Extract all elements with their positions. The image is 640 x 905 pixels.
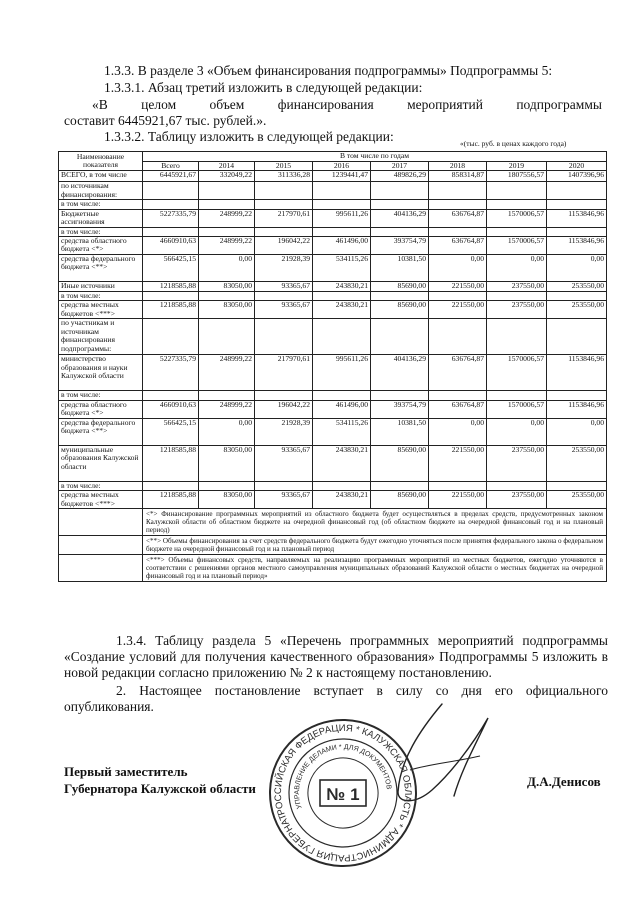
value-cell bbox=[143, 227, 199, 236]
row-label: в том числе: bbox=[59, 292, 143, 301]
table-row bbox=[59, 255, 607, 282]
value-cell: 237550,00 bbox=[487, 491, 547, 509]
value-cell: 0,00 bbox=[199, 418, 255, 445]
value-cell bbox=[199, 182, 255, 200]
units-note: «(тыс. руб. в ценах каждого года) bbox=[460, 139, 567, 148]
value-cell: 243830,21 bbox=[313, 301, 371, 319]
row-label: ВСЕГО, в том числе bbox=[59, 171, 143, 182]
row-label: в том числе: bbox=[59, 200, 143, 209]
value-cell bbox=[429, 227, 487, 236]
row-label: средства областного бюджета <*> bbox=[59, 400, 143, 418]
value-cell: 566425,15 bbox=[143, 255, 199, 282]
footnote-spacer bbox=[59, 555, 143, 582]
table-row bbox=[59, 227, 607, 236]
row-label: Бюджетные ассигнования bbox=[59, 209, 143, 227]
value-cell bbox=[143, 292, 199, 301]
value-cell bbox=[255, 391, 313, 400]
value-cell: 534115,26 bbox=[313, 418, 371, 445]
value-cell: 1570006,57 bbox=[487, 237, 547, 255]
value-cell bbox=[199, 292, 255, 301]
value-cell bbox=[199, 200, 255, 209]
header-year: 2017 bbox=[371, 162, 429, 171]
value-cell: 237550,00 bbox=[487, 282, 547, 292]
table-row bbox=[59, 301, 607, 319]
footnote: <**> Объемы финансирования за счет средств федерального бюджета будут ежегодно уточняться после принятия федерального закона о федеральном бюджете на очередной финансовый год и на плановый период bbox=[143, 536, 607, 555]
value-cell: 221550,00 bbox=[429, 301, 487, 319]
value-cell: 636764,87 bbox=[429, 355, 487, 391]
value-cell: 93365,67 bbox=[255, 301, 313, 319]
stamp-number: № 1 bbox=[326, 785, 360, 804]
value-cell: 5227335,79 bbox=[143, 209, 199, 227]
value-cell: 534115,26 bbox=[313, 255, 371, 282]
financing-table bbox=[58, 151, 607, 582]
value-cell bbox=[199, 319, 255, 355]
quote-word: мероприятий bbox=[407, 97, 483, 112]
value-cell bbox=[371, 391, 429, 400]
value-cell bbox=[371, 200, 429, 209]
value-cell bbox=[255, 182, 313, 200]
value-cell bbox=[313, 182, 371, 200]
value-cell bbox=[143, 182, 199, 200]
value-cell: 83050,00 bbox=[199, 445, 255, 481]
footnote-spacer bbox=[59, 509, 143, 536]
value-cell: 85690,00 bbox=[371, 282, 429, 292]
value-cell: 248999,22 bbox=[199, 355, 255, 391]
value-cell: 21928,39 bbox=[255, 255, 313, 282]
value-cell bbox=[547, 200, 607, 209]
value-cell: 393754,79 bbox=[371, 237, 429, 255]
value-cell: 253550,00 bbox=[547, 445, 607, 481]
row-label: Иные источники bbox=[59, 282, 143, 292]
signatory-title-1: Первый заместитель bbox=[64, 764, 188, 779]
signatory-title-2: Губернатора Калужской области bbox=[64, 781, 256, 796]
stamp-outer-text: РОССИЙСКАЯ ФЕДЕРАЦИЯ * КАЛУЖСКАЯ ОБЛАСТЬ * АДМИНИСТРАЦИЯ ГУБЕРНАТОРА bbox=[272, 722, 414, 864]
quote-word: «В bbox=[92, 97, 108, 112]
header-year: 2018 bbox=[429, 162, 487, 171]
row-label: министерство образования и науки Калужской области bbox=[59, 355, 143, 391]
quote-word: подпрограммы bbox=[516, 97, 602, 112]
value-cell: 393754,79 bbox=[371, 400, 429, 418]
stamp-inner-text: УПРАВЛЕНИЕ ДЕЛАМИ * ДЛЯ ДОКУМЕНТОВ bbox=[293, 743, 392, 810]
value-cell: 85690,00 bbox=[371, 491, 429, 509]
value-cell: 83050,00 bbox=[199, 491, 255, 509]
header-year: 2014 bbox=[199, 162, 255, 171]
header-year: 2020 bbox=[547, 162, 607, 171]
value-cell: 0,00 bbox=[547, 418, 607, 445]
value-cell: 217970,61 bbox=[255, 355, 313, 391]
table-row bbox=[59, 171, 607, 182]
value-cell bbox=[429, 319, 487, 355]
value-cell: 196042,22 bbox=[255, 237, 313, 255]
row-label: средства федерального бюджета <**> bbox=[59, 418, 143, 445]
value-cell: 253550,00 bbox=[547, 282, 607, 292]
footnote-spacer bbox=[59, 536, 143, 555]
value-cell: 0,00 bbox=[429, 418, 487, 445]
value-cell: 248999,22 bbox=[199, 237, 255, 255]
value-cell bbox=[371, 319, 429, 355]
signatory-name: Д.А.Денисов bbox=[527, 774, 601, 789]
table-row bbox=[59, 481, 607, 490]
paragraph-1-3-3-1: 1.3.3.1. Абзац третий изложить в следующей редакции: bbox=[104, 80, 423, 95]
value-cell: 243830,21 bbox=[313, 491, 371, 509]
footnote: <***> Объемы финансовых средств, направляемых на реализацию программных мероприятий из местных бюджетов, ежегодно уточняются в соответствии с решениями органов местного самоуправления муниципальных образований Калужской области о местных бюджетах на очередной финансовый год и на плановый период» bbox=[143, 555, 607, 582]
row-label: в том числе: bbox=[59, 391, 143, 400]
value-cell bbox=[371, 227, 429, 236]
header-total: Всего bbox=[143, 162, 199, 171]
paragraph-1-3-4: 1.3.4. Таблицу раздела 5 «Перечень программных мероприятий подпрограммы «Создание условий для получения качественного образования» Подпрограммы 5 изложить в новой редакции согласно приложению № 2 к настоящему постановлению. bbox=[64, 633, 608, 680]
value-cell: 243830,21 bbox=[313, 445, 371, 481]
value-cell: 221550,00 bbox=[429, 282, 487, 292]
quote-word: целом bbox=[141, 97, 177, 112]
value-cell: 0,00 bbox=[547, 255, 607, 282]
value-cell: 332049,22 bbox=[199, 171, 255, 182]
table-row bbox=[59, 209, 607, 227]
value-cell bbox=[143, 481, 199, 490]
value-cell: 10381,50 bbox=[371, 255, 429, 282]
value-cell bbox=[371, 182, 429, 200]
table-row bbox=[59, 400, 607, 418]
row-label: средства местных бюджетов <***> bbox=[59, 491, 143, 509]
value-cell: 10381,50 bbox=[371, 418, 429, 445]
value-cell: 489826,29 bbox=[371, 171, 429, 182]
row-label: средства федерального бюджета <**> bbox=[59, 255, 143, 282]
value-cell: 0,00 bbox=[429, 255, 487, 282]
value-cell: 217970,61 bbox=[255, 209, 313, 227]
value-cell bbox=[547, 292, 607, 301]
value-cell: 237550,00 bbox=[487, 445, 547, 481]
value-cell: 1570006,57 bbox=[487, 355, 547, 391]
value-cell: 21928,39 bbox=[255, 418, 313, 445]
value-cell: 311336,28 bbox=[255, 171, 313, 182]
row-label: средства областного бюджета <*> bbox=[59, 237, 143, 255]
value-cell: 566425,15 bbox=[143, 418, 199, 445]
value-cell bbox=[255, 292, 313, 301]
value-cell bbox=[429, 292, 487, 301]
footnote-row bbox=[59, 555, 607, 582]
official-stamp bbox=[268, 718, 418, 868]
value-cell: 636764,87 bbox=[429, 237, 487, 255]
value-cell bbox=[199, 391, 255, 400]
value-cell: 1239441,47 bbox=[313, 171, 371, 182]
value-cell: 0,00 bbox=[199, 255, 255, 282]
value-cell: 5227335,79 bbox=[143, 355, 199, 391]
value-cell bbox=[313, 200, 371, 209]
value-cell: 248999,22 bbox=[199, 400, 255, 418]
table-row bbox=[59, 445, 607, 481]
row-label: муниципальные образования Калужской области bbox=[59, 445, 143, 481]
value-cell: 221550,00 bbox=[429, 445, 487, 481]
value-cell: 1153846,96 bbox=[547, 209, 607, 227]
footnote: <*> Финансирование программных мероприятий из областного бюджета будет осуществляться в пределах средств, предусмотренных законом Калужской области об областном бюджете на очередной финансовый год (об областном бюджете на очередной финансовый год и на плановый период) bbox=[143, 509, 607, 536]
value-cell: 237550,00 bbox=[487, 301, 547, 319]
value-cell bbox=[547, 182, 607, 200]
value-cell bbox=[313, 391, 371, 400]
value-cell: 1218585,88 bbox=[143, 301, 199, 319]
value-cell bbox=[313, 292, 371, 301]
value-cell bbox=[199, 481, 255, 490]
value-cell: 1218585,88 bbox=[143, 491, 199, 509]
paragraph-quote-end: составит 6445921,67 тыс. рублей.». bbox=[64, 113, 267, 128]
value-cell: 1407396,96 bbox=[547, 171, 607, 182]
value-cell bbox=[487, 292, 547, 301]
value-cell: 253550,00 bbox=[547, 491, 607, 509]
value-cell bbox=[255, 481, 313, 490]
value-cell: 858314,87 bbox=[429, 171, 487, 182]
value-cell: 6445921,67 bbox=[143, 171, 199, 182]
value-cell: 1807556,57 bbox=[487, 171, 547, 182]
value-cell bbox=[487, 200, 547, 209]
table-row bbox=[59, 182, 607, 200]
table-row bbox=[59, 391, 607, 400]
table-row bbox=[59, 200, 607, 209]
value-cell bbox=[143, 391, 199, 400]
value-cell bbox=[547, 227, 607, 236]
row-label: в том числе: bbox=[59, 227, 143, 236]
value-cell bbox=[143, 200, 199, 209]
value-cell bbox=[313, 319, 371, 355]
header-year: 2015 bbox=[255, 162, 313, 171]
value-cell: 636764,87 bbox=[429, 209, 487, 227]
value-cell bbox=[255, 227, 313, 236]
value-cell: 83050,00 bbox=[199, 301, 255, 319]
value-cell: 253550,00 bbox=[547, 301, 607, 319]
paragraph-quote-line bbox=[92, 97, 602, 113]
header-year: 2016 bbox=[313, 162, 371, 171]
value-cell bbox=[487, 319, 547, 355]
table-row bbox=[59, 319, 607, 355]
value-cell: 196042,22 bbox=[255, 400, 313, 418]
value-cell bbox=[429, 481, 487, 490]
value-cell bbox=[199, 227, 255, 236]
value-cell bbox=[143, 319, 199, 355]
footnote-row bbox=[59, 509, 607, 536]
value-cell bbox=[547, 319, 607, 355]
value-cell: 461496,00 bbox=[313, 237, 371, 255]
value-cell: 404136,29 bbox=[371, 355, 429, 391]
value-cell bbox=[371, 481, 429, 490]
value-cell bbox=[487, 391, 547, 400]
value-cell bbox=[255, 319, 313, 355]
value-cell: 1570006,57 bbox=[487, 400, 547, 418]
value-cell: 243830,21 bbox=[313, 282, 371, 292]
value-cell bbox=[429, 200, 487, 209]
value-cell bbox=[371, 292, 429, 301]
paragraph-2: 2. Настоящее постановление вступает в силу со дня его официального опубликования. bbox=[64, 683, 608, 714]
value-cell bbox=[547, 391, 607, 400]
value-cell bbox=[429, 182, 487, 200]
value-cell bbox=[547, 481, 607, 490]
paragraph-1-3-3-2: 1.3.3.2. Таблицу изложить в следующей редакции: bbox=[104, 129, 394, 144]
value-cell: 85690,00 bbox=[371, 445, 429, 481]
value-cell: 93365,67 bbox=[255, 491, 313, 509]
value-cell: 0,00 bbox=[487, 418, 547, 445]
value-cell: 1153846,96 bbox=[547, 237, 607, 255]
value-cell bbox=[313, 481, 371, 490]
quote-word: финансирования bbox=[277, 97, 374, 112]
value-cell: 83050,00 bbox=[199, 282, 255, 292]
value-cell: 995611,26 bbox=[313, 355, 371, 391]
value-cell: 404136,29 bbox=[371, 209, 429, 227]
paragraph-1-3-3: 1.3.3. В разделе 3 «Объем финансирования подпрограммы» Подпрограммы 5: bbox=[104, 63, 553, 78]
value-cell: 1218585,88 bbox=[143, 445, 199, 481]
value-cell: 1218585,88 bbox=[143, 282, 199, 292]
value-cell bbox=[429, 391, 487, 400]
value-cell bbox=[487, 227, 547, 236]
value-cell: 1153846,96 bbox=[547, 400, 607, 418]
table-row bbox=[59, 418, 607, 445]
row-label: по участникам и источникам финансирования подпрограммы: bbox=[59, 319, 143, 355]
value-cell bbox=[313, 227, 371, 236]
table-row bbox=[59, 491, 607, 509]
value-cell: 1153846,96 bbox=[547, 355, 607, 391]
value-cell bbox=[255, 200, 313, 209]
quote-word: объем bbox=[209, 97, 245, 112]
value-cell: 93365,67 bbox=[255, 282, 313, 292]
value-cell bbox=[487, 481, 547, 490]
row-label: по источникам финансирования: bbox=[59, 182, 143, 200]
row-label: в том числе: bbox=[59, 481, 143, 490]
value-cell: 995611,26 bbox=[313, 209, 371, 227]
value-cell bbox=[487, 182, 547, 200]
value-cell: 93365,67 bbox=[255, 445, 313, 481]
value-cell: 1570006,57 bbox=[487, 209, 547, 227]
table-row bbox=[59, 292, 607, 301]
value-cell: 248999,22 bbox=[199, 209, 255, 227]
value-cell: 221550,00 bbox=[429, 491, 487, 509]
row-label: средства местных бюджетов <***> bbox=[59, 301, 143, 319]
value-cell: 4660910,63 bbox=[143, 400, 199, 418]
footnote-row bbox=[59, 536, 607, 555]
value-cell: 4660910,63 bbox=[143, 237, 199, 255]
header-year: 2019 bbox=[487, 162, 547, 171]
value-cell: 85690,00 bbox=[371, 301, 429, 319]
value-cell: 461496,00 bbox=[313, 400, 371, 418]
table-row bbox=[59, 282, 607, 292]
header-by-years: В том числе по годам bbox=[143, 152, 607, 162]
header-name: Наименование показателя bbox=[59, 152, 143, 171]
value-cell: 0,00 bbox=[487, 255, 547, 282]
table-row bbox=[59, 237, 607, 255]
table-row bbox=[59, 355, 607, 391]
value-cell: 636764,87 bbox=[429, 400, 487, 418]
